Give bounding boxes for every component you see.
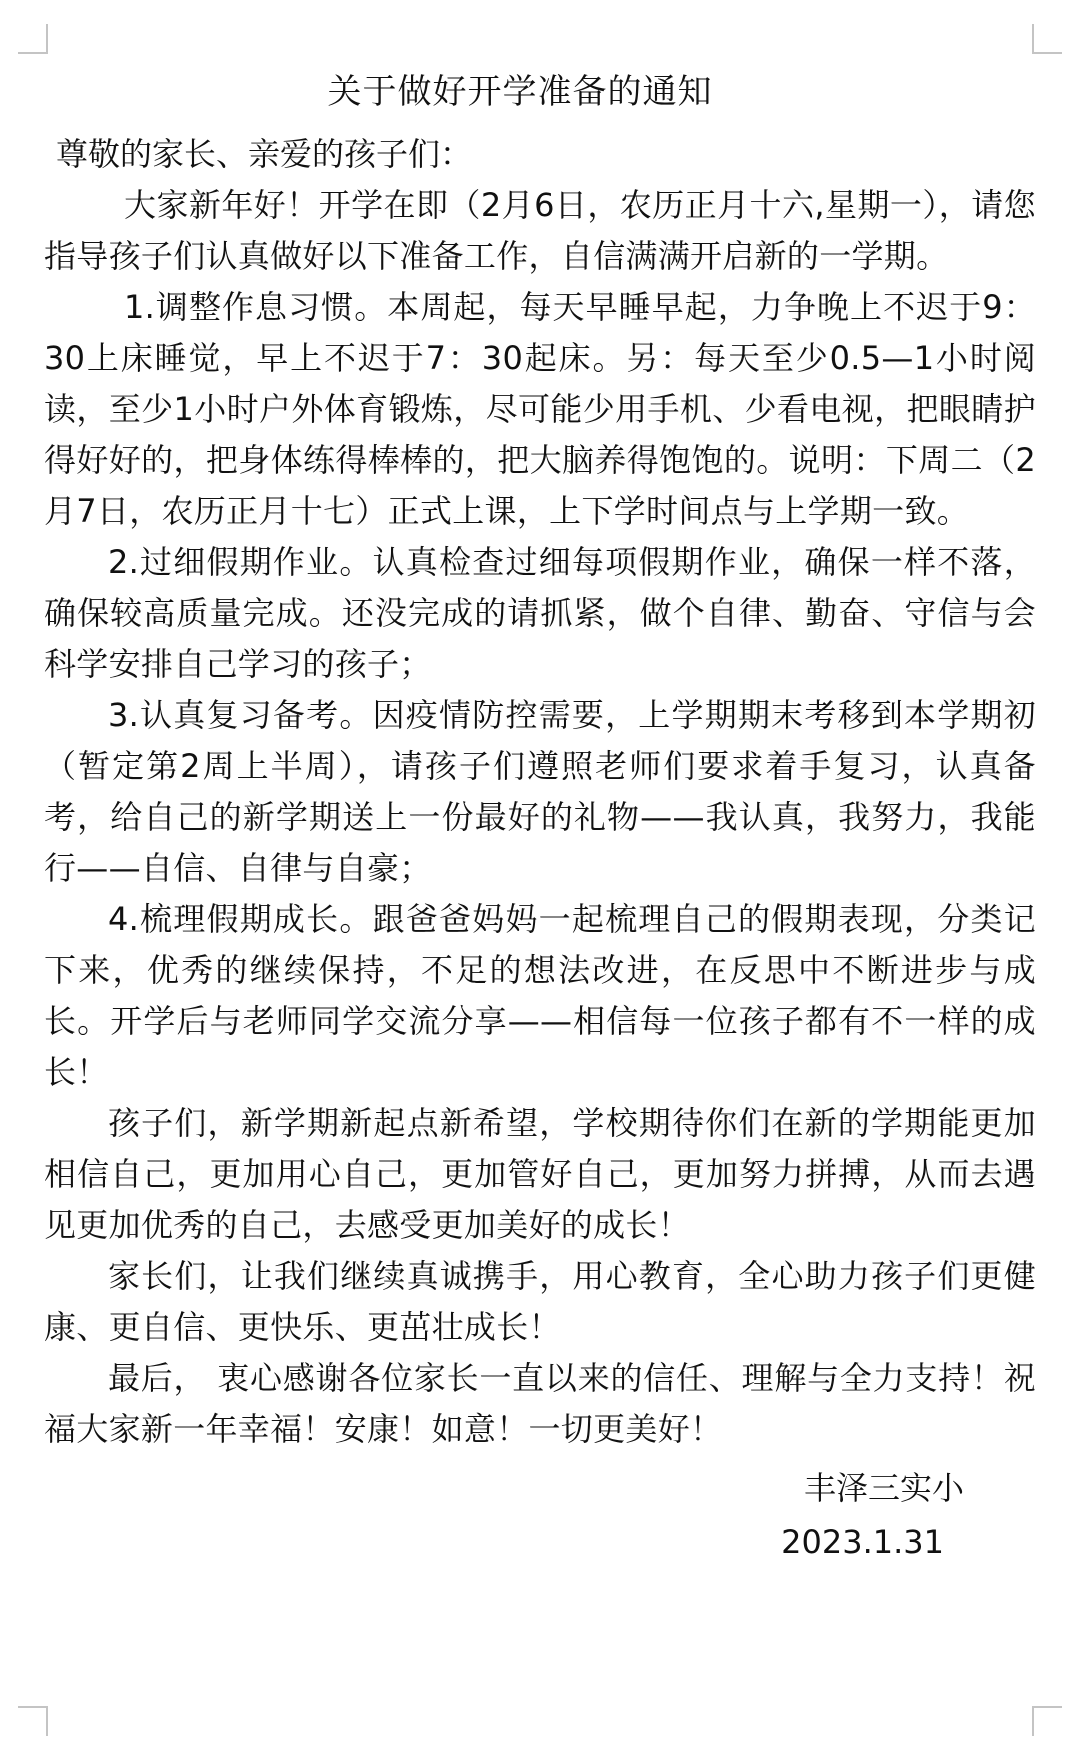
notice-greeting-paragraph: 大家新年好！开学在即（2月6日，农历正月十六,星期一），请您指导孩子们认真做好以下准备工作，自信满满开启新的一学期。 — [44, 186, 1036, 275]
notice-document — [44, 66, 1036, 1569]
notice-salutation: 尊敬的家长、亲爱的孩子们： — [56, 135, 473, 173]
page-corner-mark-bottom-right — [1032, 1706, 1062, 1736]
notice-signature — [44, 1461, 1036, 1569]
notice-message-to-children: 孩子们，新学期新起点新希望，学校期待你们在新的学期能更加相信自己，更加用心自己，更加管好自己，更加努力拼搏，从而去遇见更加优秀的自己，去感受更加美好的成长！ — [44, 1104, 1036, 1244]
signature-school-name: 丰泽三实小 — [803, 1469, 964, 1507]
notice-title: 关于做好开学准备的通知 — [327, 72, 713, 112]
notice-item-4-growth: 4.梳理假期成长。跟爸爸妈妈一起梳理自己的假期表现，分类记下来，优秀的继续保持，不足的想法改进，在反思中不断进步与成长。开学后与老师同学交流分享——相信每一位孩子都有不一样的成长！ — [44, 900, 1036, 1091]
notice-item-1-routine: 1.调整作息习惯。本周起，每天早睡早起，力争晚上不迟于9：30上床睡觉，早上不迟于7：30起床。另：每天至少0.5—1小时阅读，至少1小时户外体育锻炼，尽可能少用手机、少看电视，把眼睛护得好好的，把身体练得棒棒的，把大脑养得饱饱的。说明：下周二（2月7日，农历正月十七）正式上课，上下学时间点与上学期一致。 — [44, 288, 1036, 530]
notice-item-3-review: 3.认真复习备考。因疫情防控需要，上学期期末考移到本学期初（暂定第2周上半周），请孩子们遵照老师们要求着手复习，认真备考，给自己的新学期送上一份最好的礼物——我认真，我努力，我能行——自信、自律与自豪； — [44, 696, 1036, 887]
notice-message-to-parents: 家长们，让我们继续真诚携手，用心教育，全心助力孩子们更健康、更自信、更快乐、更茁壮成长！ — [44, 1257, 1036, 1346]
notice-item-2-homework: 2.过细假期作业。认真检查过细每项假期作业，确保一样不落，确保较高质量完成。还没完成的请抓紧，做个自律、勤奋、守信与会科学安排自己学习的孩子； — [44, 543, 1036, 683]
page-corner-mark-bottom-left — [18, 1706, 48, 1736]
signature-date: 2023.1.31 — [781, 1523, 944, 1561]
page-corner-mark-top-right — [1032, 24, 1062, 54]
page-corner-mark-top-left — [18, 24, 48, 54]
notice-closing-thanks: 最后， 衷心感谢各位家长一直以来的信任、理解与全力支持！祝福大家新一年幸福！安康！如意！一切更美好！ — [44, 1359, 1036, 1448]
